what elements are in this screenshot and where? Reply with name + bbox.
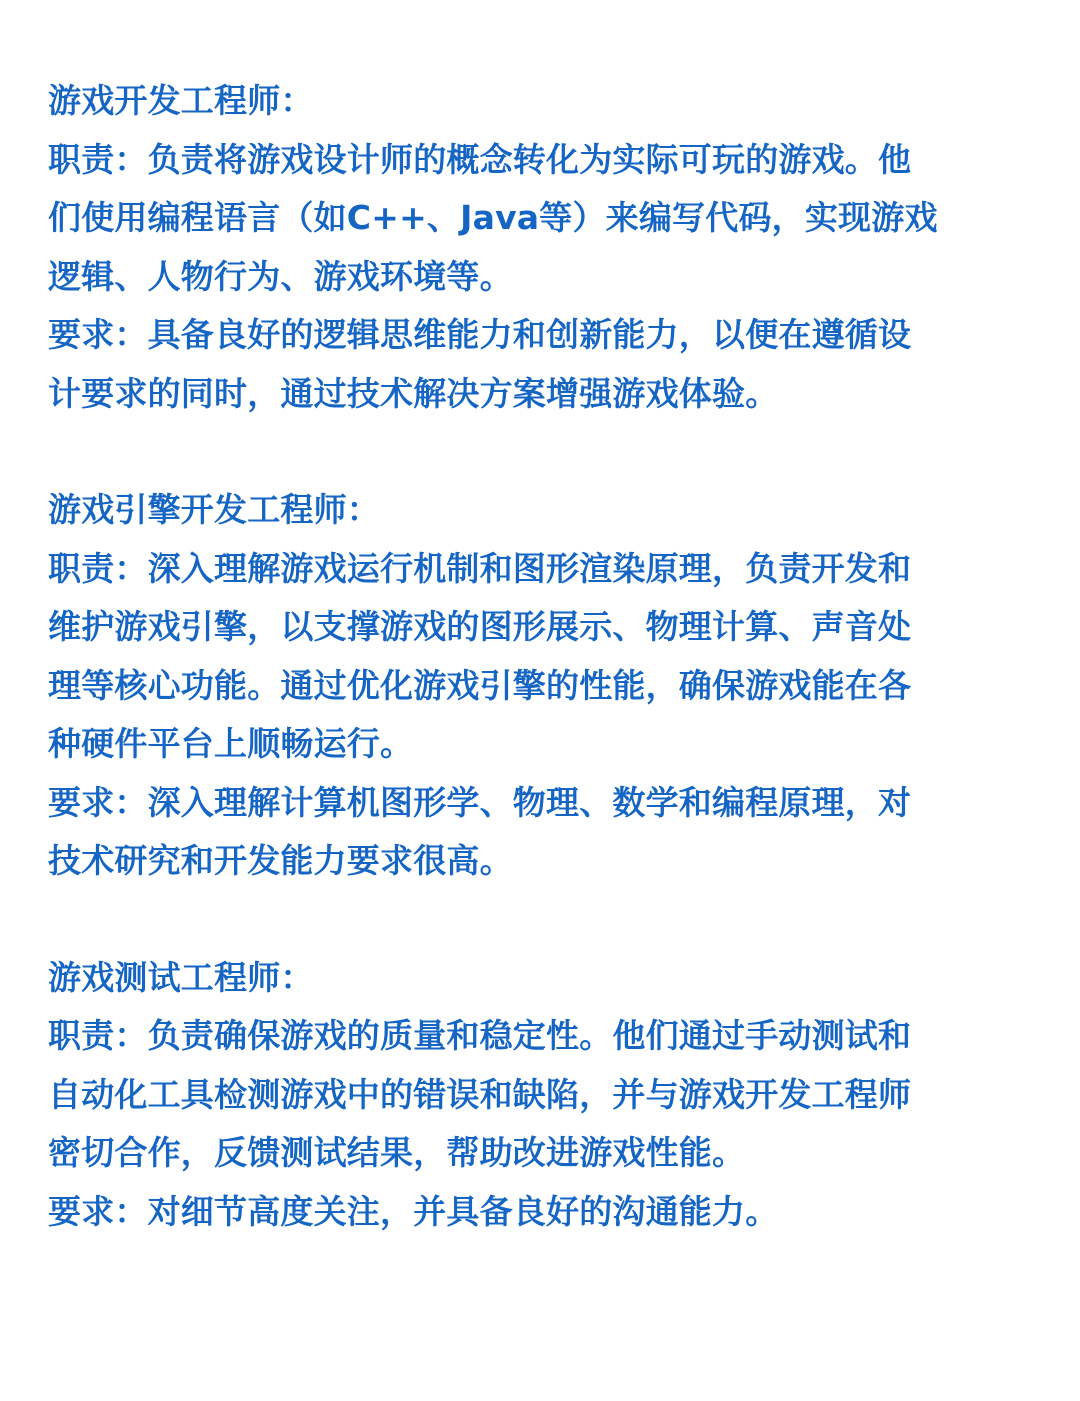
requirement-line: 要求：深入理解计算机图形学、物理、数学和编程原理，对: [48, 782, 912, 822]
responsibility-line: 们使用编程语言（如C++、Java等）来编写代码，实现游戏: [48, 198, 938, 237]
responsibility-line: 职责：负责确保游戏的质量和稳定性。他们通过手动测试和: [48, 1016, 912, 1055]
section-game-developer: [48, 72, 1034, 423]
requirement-line: 要求：具备良好的逻辑思维能力和创新能力，以便在遵循设: [48, 315, 912, 354]
requirement-line: 计要求的同时，通过技术解决方案增强游戏体验。: [48, 373, 779, 413]
requirement-line: 要求：对细节高度关注，并具备良好的沟通能力。: [48, 1191, 779, 1231]
responsibility-line: 种硬件平台上顺畅运行。: [48, 724, 414, 763]
responsibility-line: 职责：负责将游戏设计师的概念转化为实际可玩的游戏。他: [48, 139, 912, 179]
responsibility-line: 理等核心功能。通过优化游戏引擎的性能，确保游戏能在各: [48, 665, 912, 705]
requirement-line: 技术研究和开发能力要求很高。: [48, 841, 513, 880]
responsibility-line: 职责：深入理解游戏运行机制和图形渲染原理，负责开发和: [48, 548, 912, 588]
section-title: 游戏测试工程师：: [48, 957, 314, 997]
responsibility-line: 逻辑、人物行为、游戏环境等。: [48, 256, 513, 296]
section-engine-developer: [48, 481, 1034, 891]
section-test-engineer: [48, 949, 1034, 1242]
responsibility-line: 密切合作，反馈测试结果，帮助改进游戏性能。: [48, 1133, 746, 1172]
responsibility-line: 维护游戏引擎，以支撑游戏的图形展示、物理计算、声音处: [48, 607, 912, 646]
responsibility-line: 自动化工具检测游戏中的错误和缺陷，并与游戏开发工程师: [48, 1074, 912, 1114]
section-title: 游戏开发工程师：: [48, 81, 314, 120]
section-title: 游戏引擎开发工程师：: [48, 490, 380, 529]
